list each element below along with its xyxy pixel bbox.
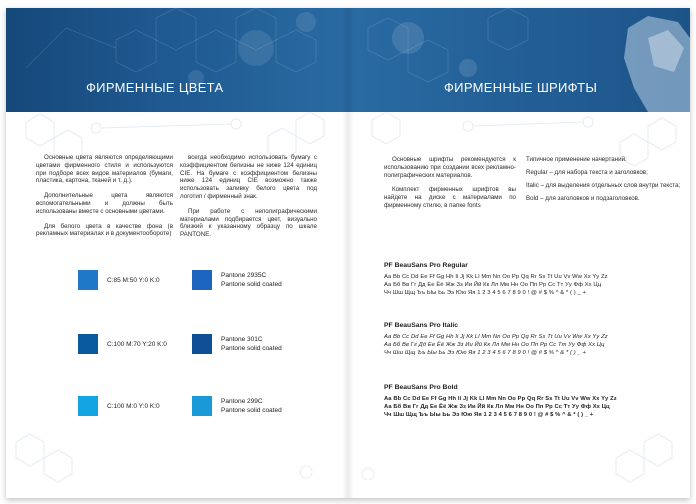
color-swatch bbox=[78, 334, 98, 354]
pantone-swatch-row bbox=[192, 334, 282, 354]
glyph-line: Aa Bb Cc Dd Ee Ff Gg Hh Ii Jj Kk Ll Mm Nn Oo Pp Qq Rr Ss Tt Uu Vv Ww Xx Yy Zz bbox=[384, 334, 608, 340]
font-sample-regular bbox=[384, 262, 679, 297]
body-text-column-1 bbox=[36, 154, 173, 245]
cmyk-label: C:85 M:50 Y:0 K:0 bbox=[107, 276, 160, 284]
page-title-left: ФИРМЕННЫЕ ЦВЕТА bbox=[86, 80, 224, 95]
fonts-intro-text bbox=[384, 156, 516, 217]
body-paragraph: Комплект фирменных шрифтов вы найдете на диске с материалами по фирменному стилю, в папке fonts bbox=[384, 186, 516, 209]
glyph-line: Чч Шш Щщ Ъъ Ыы Ьь Ээ Юю Яя 1 2 3 4 5 6 7 8 9 0 ! @ # $ % ^ & * ( ) _ + bbox=[384, 290, 587, 296]
glyph-line: Чч Шш Щщ Ъъ Ыы Ьь Ээ Юю Яя 1 2 3 4 5 6 7 8 9 0 ! @ # $ % ^ & * ( ) _ + bbox=[384, 412, 594, 418]
header-banner-left bbox=[6, 8, 348, 112]
font-name: PF BeauSans Pro Italic bbox=[384, 322, 459, 329]
brochure-spread bbox=[6, 8, 690, 498]
pantone-code: Pantone 2935C bbox=[221, 272, 267, 279]
crystal-pattern bbox=[348, 8, 690, 112]
body-text-column-2 bbox=[180, 154, 317, 246]
glyph-line: Аа Бб Вв Гг Дд Ее Ёё Жж Зз Ии Йй Кк Лл Мм Нн Оо Пп Рр Сс Тт Уу Фф Хх Цц bbox=[384, 282, 602, 288]
usage-heading: Типичное применение начертаний: bbox=[526, 156, 627, 163]
glyph-line: Aa Bb Cc Dd Ee Ff Gg Hh Ii Jj Kk Ll Mm Nn Oo Pp Qq Rr Ss Tt Uu Vv Ww Xx Yy Zz bbox=[384, 274, 608, 280]
glyph-line: Аа Бб Вв Гг Дд Ее Ёё Жж Зз Ии Йй Кк Лл Мм Нн Оо Пп Рр Сс Тт Уу Фф Хх Цц bbox=[384, 342, 605, 348]
pantone-label bbox=[221, 397, 282, 415]
color-swatch bbox=[78, 270, 98, 290]
pantone-swatch bbox=[192, 396, 212, 416]
pantone-swatch-row bbox=[192, 270, 282, 290]
cmyk-label: C:100 M:70 Y:20 K:0 bbox=[107, 340, 167, 348]
pantone-swatch bbox=[192, 334, 212, 354]
pantone-swatch-row bbox=[192, 396, 282, 416]
cmyk-swatch-row bbox=[78, 334, 167, 354]
body-paragraph: всегда необходимо использовать бумагу с коэффициентом белизны не ниже 124 единиц CIE. На бумаге с коэффициентом белизны ниже 124 единиц CIE возможно также использовать заливку белого цвета под логотип / фирменный знак. bbox=[180, 154, 317, 200]
pantone-label bbox=[221, 335, 282, 353]
color-swatch bbox=[78, 396, 98, 416]
body-paragraph: Основные цвета являются определяющими цветами фирменного стиля и используются при подборе всех видов материалов (бумаги, пластика, картона, тканей и т. д.). bbox=[36, 154, 173, 185]
usage-item: Italic – для выделения отдельных слов внутри текста; bbox=[526, 182, 681, 189]
body-paragraph: Основные шрифты рекомендуются к использованию при создании всех рекламно-полиграфических материалов. bbox=[384, 156, 516, 179]
page-gutter-shadow bbox=[342, 8, 354, 498]
cmyk-label: C:100 M:0 Y:0 K:0 bbox=[107, 402, 160, 410]
pantone-swatch bbox=[192, 270, 212, 290]
font-sample-italic bbox=[384, 322, 679, 357]
body-paragraph: Для белого цвета в качестве фона (в рекламных материалах и в документообороте) bbox=[36, 222, 173, 238]
molecule-pattern bbox=[6, 8, 348, 112]
glyph-line: Aa Bb Cc Dd Ee Ff Gg Hh Ii Jj Kk Ll Mm Nn Oo Pp Qq Rr Ss Tt Uu Vv Ww Xx Yy Zz bbox=[384, 396, 617, 402]
font-name: PF BeauSans Pro Bold bbox=[384, 384, 458, 391]
body-paragraph: Дополнительные цвета являются вспомогательными и должны быть использованы вместе с основными цветами. bbox=[36, 192, 173, 215]
body-paragraph: При работе с неполиграфическими материалами подбирается цвет, визуально близкий к указанному образцу по шкале PANTONE. bbox=[180, 207, 317, 239]
page-title-right: ФИРМЕННЫЕ ШРИФТЫ bbox=[444, 80, 598, 95]
pantone-subtitle: Pantone solid coated bbox=[221, 345, 282, 352]
pantone-subtitle: Pantone solid coated bbox=[221, 281, 282, 288]
usage-item: Bold – для заголовков и подзаголовков. bbox=[526, 195, 640, 202]
font-name: PF BeauSans Pro Regular bbox=[384, 262, 468, 269]
pantone-label bbox=[221, 271, 282, 289]
font-sample-bold bbox=[384, 384, 679, 419]
page-brand-fonts bbox=[348, 8, 690, 498]
page-brand-colors bbox=[6, 8, 348, 498]
pantone-code: Pantone 299C bbox=[221, 398, 263, 405]
header-banner-right bbox=[348, 8, 690, 112]
glyph-line: Аа Бб Вв Гг Дд Ее Ёё Жж Зз Ии Йй Кк Лл Мм Нн Оо Пп Рр Сс Тт Уу Фф Хх Цц bbox=[384, 404, 610, 410]
cmyk-swatch-row bbox=[78, 270, 160, 290]
pantone-code: Pantone 301C bbox=[221, 336, 263, 343]
cmyk-swatch-row bbox=[78, 396, 160, 416]
usage-item: Regular – для набора текста и заголовков; bbox=[526, 169, 648, 176]
glyph-line: Чч Шш Щщ Ъъ Ыы Ьь Ээ Юю Яя 1 2 3 4 5 6 7 8 9 0 ! @ # $ % ^ & * ( ) _ + bbox=[384, 350, 586, 356]
font-usage-list bbox=[526, 156, 681, 208]
pantone-subtitle: Pantone solid coated bbox=[221, 407, 282, 414]
